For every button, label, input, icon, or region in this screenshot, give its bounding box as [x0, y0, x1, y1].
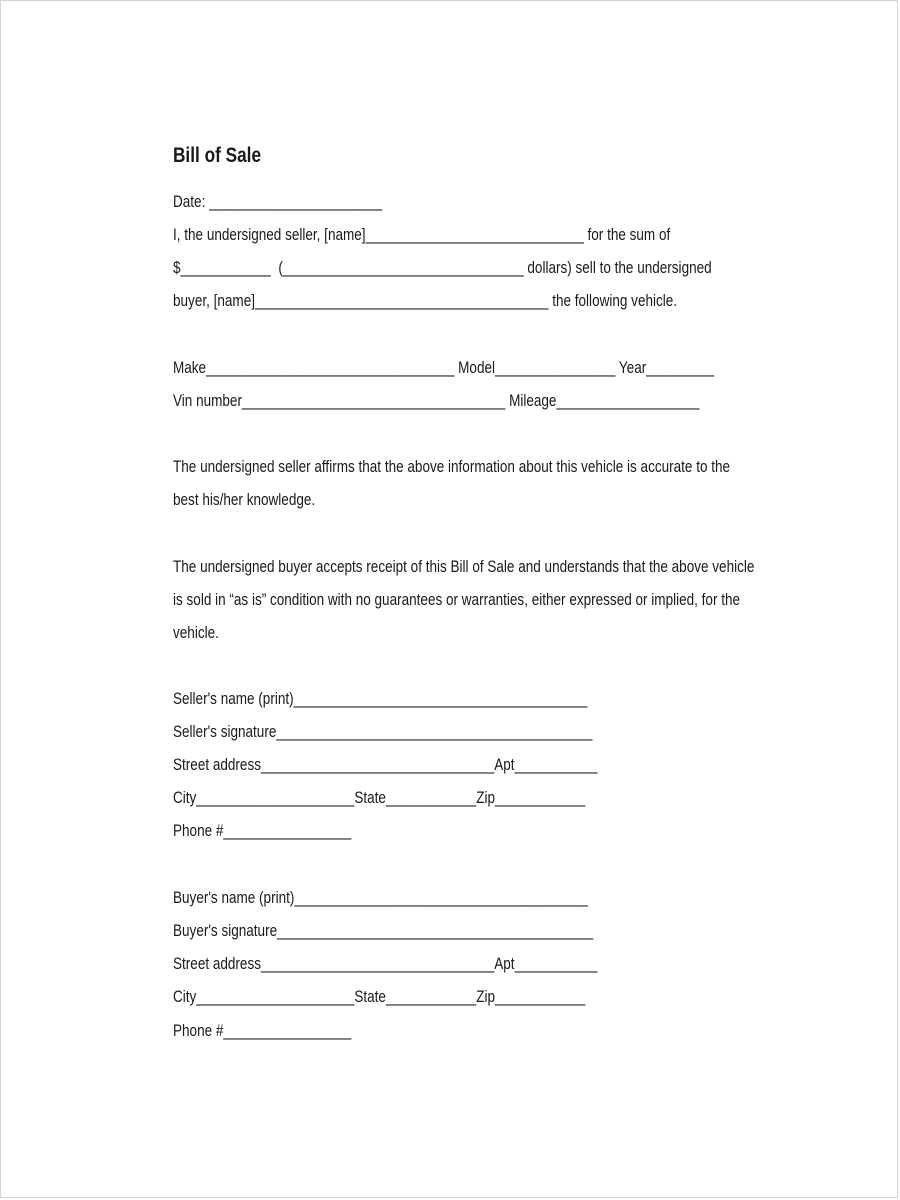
seller-street-address-field: Street address_______________________________Apt___________ — [173, 756, 598, 774]
buyer-phone-field: Phone #_________________ — [173, 1022, 352, 1040]
seller-affirmation-line-2: best his/her knowledge. — [173, 491, 316, 509]
buyer-street-address-field: Street address_______________________________Apt___________ — [173, 955, 598, 973]
seller-name-field: Seller's name (print)_______________________________________ — [173, 690, 588, 708]
vehicle-make-model-year-line: Make_________________________________ Model________________ Year_________ — [173, 359, 714, 377]
seller-affirmation-line-1: The undersigned seller affirms that the above information about this vehicle is accurate to the — [173, 458, 731, 476]
seller-city-state-zip-field: City_____________________State____________Zip____________ — [173, 789, 586, 807]
buyer-city-state-zip-field: City_____________________State____________Zip____________ — [173, 988, 586, 1006]
seller-signature-field: Seller's signature__________________________________________ — [173, 723, 593, 741]
vehicle-vin-mileage-line: Vin number___________________________________ Mileage___________________ — [173, 392, 700, 410]
seller-statement-line-1: I, the undersigned seller, [name]_____________________________ for the sum of — [173, 226, 671, 244]
buyer-name-field: Buyer's name (print)_______________________________________ — [173, 889, 588, 907]
seller-phone-field: Phone #_________________ — [173, 822, 352, 840]
date-line: Date: _______________________ — [173, 193, 383, 211]
buyer-signature-field: Buyer's signature__________________________________________ — [173, 922, 594, 940]
seller-statement-line-3: buyer, [name]_______________________________________ the following vehicle. — [173, 292, 678, 310]
buyer-acceptance-line-1: The undersigned buyer accepts receipt of this Bill of Sale and understands that the above vehicle — [173, 558, 755, 576]
buyer-acceptance-line-2: is sold in “as is” condition with no guarantees or warranties, either expressed or implied, for the — [173, 591, 741, 609]
document-title: Bill of Sale — [173, 144, 262, 167]
seller-statement-line-2: $____________ (________________________________ dollars) sell to the undersigned — [173, 259, 712, 277]
buyer-acceptance-line-3: vehicle. — [173, 624, 219, 642]
